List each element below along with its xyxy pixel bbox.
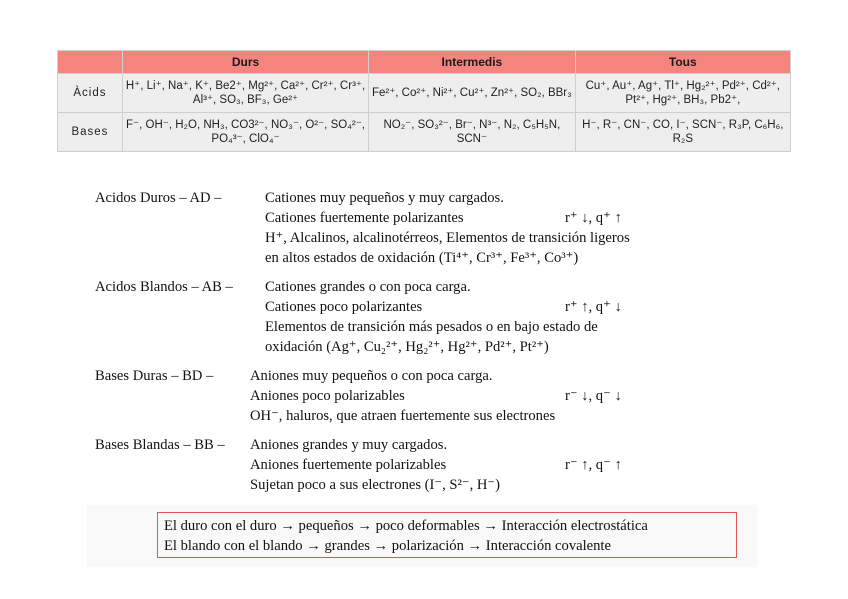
cell-bases-tous: H⁻, R⁻, CN⁻, CO, I⁻, SCN⁻, R₃P, C₆H₆, R₂S bbox=[575, 113, 790, 152]
term-bases-blandas: Bases Blandas – BB – bbox=[95, 437, 225, 453]
desc-line: Aniones fuertemente polarizables bbox=[250, 457, 447, 473]
header-intermedis: Intermedis bbox=[369, 51, 575, 74]
desc-line: Aniones muy pequeños o con poca carga. bbox=[250, 368, 493, 384]
desc-line: Cationes grandes o con poca carga. bbox=[265, 279, 471, 295]
term-bases-duras: Bases Duras – BD – bbox=[95, 368, 214, 384]
desc-line: Cationes poco polarizantes bbox=[265, 299, 423, 315]
block-bases-blandas bbox=[95, 435, 755, 495]
desc-line: oxidación (Ag⁺, Cu₂²⁺, Hg₂²⁺, Hg²⁺, Pd²⁺, Pt²⁺) bbox=[265, 339, 549, 355]
term-acidos-blandos: Acidos Blandos – AB – bbox=[95, 279, 233, 295]
block-acidos-duros bbox=[95, 188, 755, 268]
desc-line: Cationes muy pequeños y muy cargados. bbox=[265, 190, 504, 206]
row-label-bases: Bases bbox=[58, 113, 123, 152]
header-durs: Durs bbox=[122, 51, 368, 74]
desc-line: Elementos de transición más pesados o en bajo estado de bbox=[265, 319, 598, 335]
table-row-acids bbox=[58, 74, 791, 113]
term-acidos-duros: Acidos Duros – AD – bbox=[95, 190, 222, 206]
cell-acids-durs: H⁺, Li⁺, Na⁺, K⁺, Be2⁺, Mg²⁺, Ca²⁺, Cr²⁺, Cr³⁺, Al³⁺, SO₃, BF₃, Ge²⁺ bbox=[122, 74, 368, 113]
cell-acids-tous: Cu⁺, Au⁺, Ag⁺, Tl⁺, Hg₂²⁺, Pd²⁺, Cd²⁺, Pt²⁺, Hg²⁺, BH₃, Pb2⁺, bbox=[575, 74, 790, 113]
desc-line: H⁺, Alcalinos, alcalinotérreos, Elementos de transición ligeros bbox=[265, 230, 630, 246]
cell-acids-intermedis: Fe²⁺, Co²⁺, Ni²⁺, Cu²⁺, Zn²⁺, SO₂, BBr₃ bbox=[369, 74, 575, 113]
trend-arrows: r⁻ ↓, q⁻ ↓ bbox=[565, 388, 622, 404]
cell-bases-durs: F⁻, OH⁻, H₂O, NH₃, CO3²⁻, NO₃⁻, O²⁻, SO₄²⁻, PO₄³⁻, ClO₄⁻ bbox=[122, 113, 368, 152]
trend-arrows: r⁺ ↑, q⁺ ↓ bbox=[565, 299, 622, 315]
rule-box bbox=[157, 512, 737, 558]
trend-arrows: r⁻ ↑, q⁻ ↑ bbox=[565, 457, 622, 473]
desc-line: Sujetan poco a sus electrones (I⁻, S²⁻, H⁻) bbox=[250, 477, 500, 493]
block-acidos-blandos bbox=[95, 277, 755, 357]
desc-line: Aniones grandes y muy cargados. bbox=[250, 437, 448, 453]
table-row-bases bbox=[58, 113, 791, 152]
cell-bases-intermedis: NO₂⁻, SO₃²⁻, Br⁻, N³⁻, N₂, C₅H₅N, SCN⁻ bbox=[369, 113, 575, 152]
rule-line-soft: El blando con el blando → grandes → polarización → Interacción covalente bbox=[164, 538, 611, 554]
hsab-descriptions bbox=[95, 188, 755, 504]
row-label-acids: Àcids bbox=[58, 74, 123, 113]
header-corner bbox=[58, 51, 123, 74]
desc-line: en altos estados de oxidación (Ti⁴⁺, Cr³⁺, Fe³⁺, Co³⁺) bbox=[265, 250, 579, 266]
desc-line: OH⁻, haluros, que atraen fuertemente sus electrones bbox=[250, 408, 556, 424]
block-bases-duras bbox=[95, 366, 755, 426]
hsab-table bbox=[57, 50, 791, 152]
header-tous: Tous bbox=[575, 51, 790, 74]
table-header-row bbox=[58, 51, 791, 74]
desc-line: Cationes fuertemente polarizantes bbox=[265, 210, 464, 226]
rule-line-hard: El duro con el duro → pequeños → poco deformables → Interacción electrostática bbox=[164, 518, 648, 534]
trend-arrows: r⁺ ↓, q⁺ ↑ bbox=[565, 210, 622, 226]
desc-line: Aniones poco polarizables bbox=[250, 388, 405, 404]
